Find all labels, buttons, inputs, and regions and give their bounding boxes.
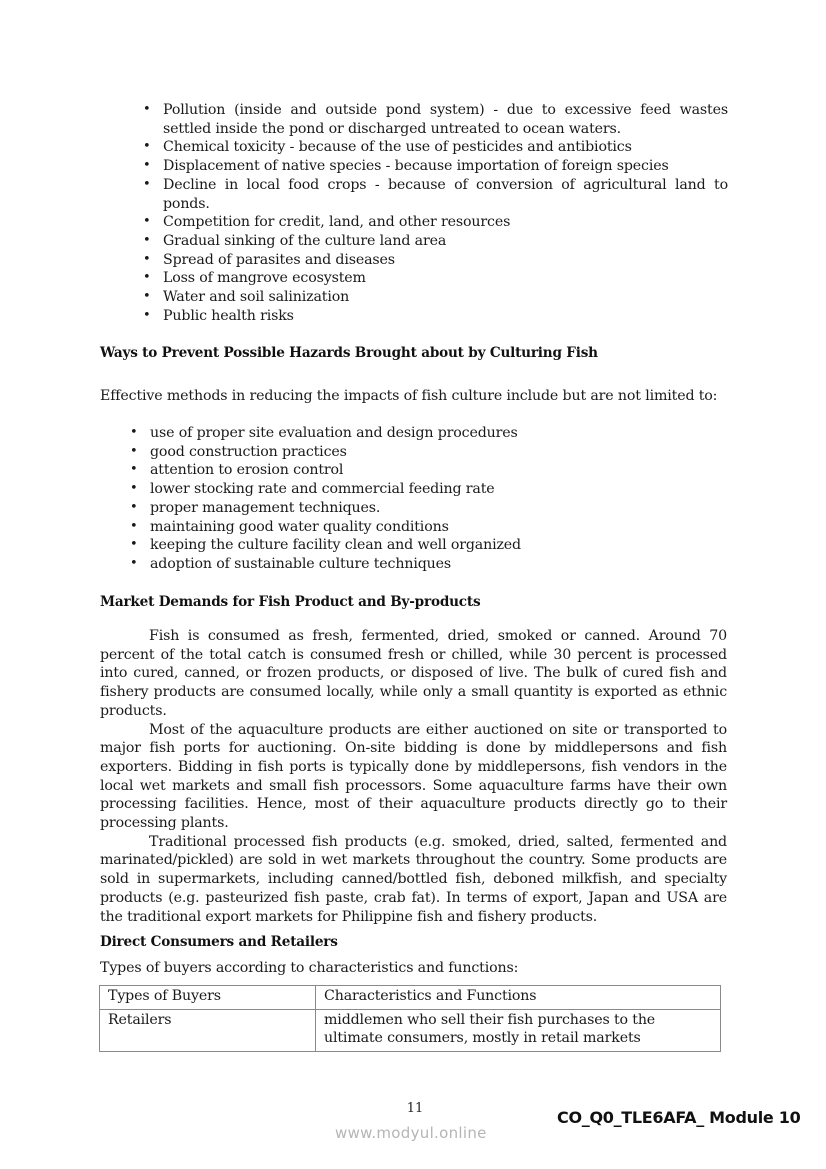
list-item: • keeping the culture facility clean and well organized: [130, 536, 727, 555]
table-header-row: [100, 986, 721, 1010]
list-item: • good construction practices: [130, 443, 727, 462]
list-item: • attention to erosion control: [130, 461, 727, 480]
list-item: • use of proper site evaluation and design procedures: [130, 424, 727, 443]
table-header-cell: Types of Buyers: [100, 986, 316, 1010]
hazards-list: [143, 101, 728, 325]
watermark-link[interactable]: www.modyul.online: [335, 1124, 487, 1142]
list-item: • Spread of parasites and diseases: [143, 251, 728, 270]
table-row: [100, 1009, 721, 1051]
prevention-heading: Ways to Prevent Possible Hazards Brought about by Culturing Fish: [100, 345, 598, 361]
list-item: • Pollution (inside and outside pond system) - due to excessive feed wastes settled inside the pond or discharged untreated to ocean waters.: [143, 101, 728, 138]
list-item: • Water and soil salinization: [143, 288, 728, 307]
paragraph: Fish is consumed as fresh, fermented, dried, smoked or canned. Around 70 percent of the total catch is consumed fresh or chilled, while 30 percent is processed into cured, canned, or frozen products, or disposed of live. The bulk of cured fish and fishery products are consumed locally, while only a small quantity is exported as ethnic products.: [100, 628, 727, 719]
prevention-intro: Effective methods in reducing the impacts of fish culture include but are not limited to:: [100, 388, 718, 404]
consumers-intro: Types of buyers according to characteristics and functions:: [100, 960, 519, 976]
paragraph: Traditional processed fish products (e.g. smoked, dried, salted, fermented and marinated/pickled) are sold in wet markets throughout the country. Some products are sold in supermarkets, including canned/bottled fish, deboned milkfish, and specialty products (e.g. pasteurized fish paste, crab fat). In terms of export, Japan and USA are the traditional export markets for Philippine fish and fishery products.: [100, 833, 727, 925]
consumers-heading: Direct Consumers and Retailers: [100, 934, 338, 950]
list-item: • maintaining good water quality conditions: [130, 518, 727, 537]
list-item: • Displacement of native species - because importation of foreign species: [143, 157, 728, 176]
list-item: • Public health risks: [143, 307, 728, 326]
market-heading: Market Demands for Fish Product and By-products: [100, 594, 481, 610]
prevention-methods-list: [130, 424, 727, 574]
paragraph: Most of the aquaculture products are either auctioned on site or transported to major fish ports for auctioning. On-site bidding is done by middlepersons and fish exporters. Bidding in fish ports is typically done by middlepersons, fish vendors in the local wet markets and small fish processors. Some aquaculture farms have their own processing facilities. Hence, most of their aquaculture products directly go to their processing plants.: [100, 721, 727, 832]
table-cell: middlemen who sell their fish purchases to the ultimate consumers, mostly in retail markets: [316, 1009, 721, 1051]
market-body: [100, 627, 727, 926]
buyers-table: [99, 985, 721, 1052]
list-item: • Gradual sinking of the culture land area: [143, 232, 728, 251]
table-cell: Retailers: [100, 1009, 316, 1051]
module-code: CO_Q0_TLE6AFA_ Module 10: [557, 1108, 801, 1127]
table-header-cell: Characteristics and Functions: [316, 986, 721, 1010]
page-number: 11: [406, 1101, 424, 1116]
list-item: • Decline in local food crops - because of conversion of agricultural land to ponds.: [143, 176, 728, 213]
list-item: • Chemical toxicity - because of the use of pesticides and antibiotics: [143, 138, 728, 157]
list-item: • lower stocking rate and commercial feeding rate: [130, 480, 727, 499]
list-item: • adoption of sustainable culture techniques: [130, 555, 727, 574]
list-item: • Loss of mangrove ecosystem: [143, 269, 728, 288]
list-item: • proper management techniques.: [130, 499, 727, 518]
list-item: • Competition for credit, land, and other resources: [143, 213, 728, 232]
